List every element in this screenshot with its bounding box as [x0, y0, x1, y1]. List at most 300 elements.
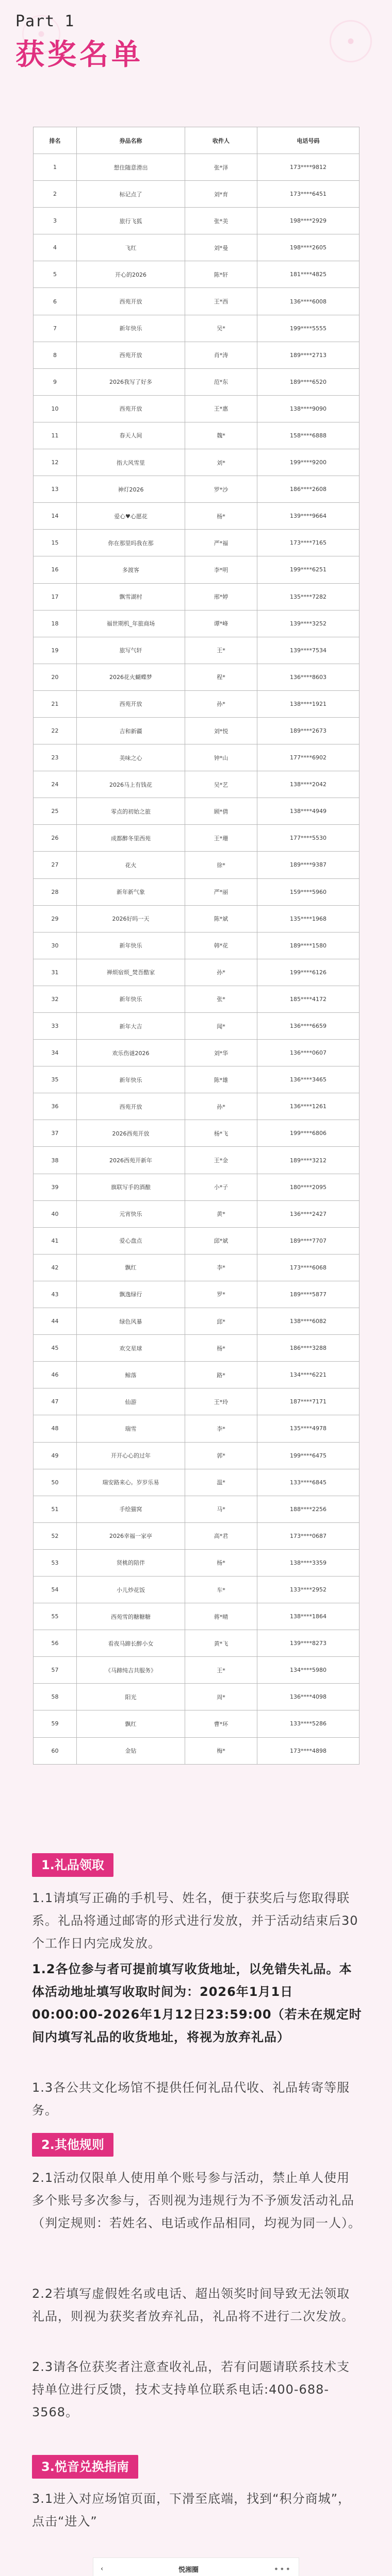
cell-phone: 198****2605 — [257, 234, 360, 261]
cell-work-name: 吉和新疆 — [77, 717, 185, 744]
cell-work-name: 美味之心 — [77, 744, 185, 771]
table-row — [34, 1576, 360, 1603]
cell-recipient: 韩*花 — [185, 932, 257, 959]
cell-rank: 2 — [34, 181, 77, 208]
cell-rank: 59 — [34, 1710, 77, 1737]
cell-rank: 43 — [34, 1281, 77, 1308]
table-row — [34, 342, 360, 368]
cell-recipient: 邢*婷 — [185, 583, 257, 610]
cell-work-name: 看夜马蹄长醉小女 — [77, 1630, 185, 1657]
cell-rank: 37 — [34, 1120, 77, 1147]
cell-work-name: 贤桃的陪伴 — [77, 1549, 185, 1576]
cell-recipient: 杨*飞 — [185, 1120, 257, 1147]
cell-phone: 158****6888 — [257, 422, 360, 449]
cell-recipient: 王*金 — [185, 1147, 257, 1174]
cell-phone: 187****7171 — [257, 1388, 360, 1415]
cell-phone: 136****3465 — [257, 1066, 360, 1093]
cell-rank: 31 — [34, 959, 77, 986]
cell-recipient: 周* — [185, 1684, 257, 1710]
cell-phone: 173****0687 — [257, 1522, 360, 1549]
cell-rank: 46 — [34, 1362, 77, 1388]
cell-phone: 173****6451 — [257, 181, 360, 208]
cell-recipient: 刘*华 — [185, 1040, 257, 1066]
cell-work-name: 西苑雪的糖糖糖 — [77, 1603, 185, 1630]
cell-rank: 57 — [34, 1657, 77, 1684]
cell-recipient: 顾*倩 — [185, 798, 257, 825]
cell-phone: 135****1968 — [257, 905, 360, 932]
cell-phone: 173****4898 — [257, 1737, 360, 1764]
cell-work-name: 绿色风暴 — [77, 1308, 185, 1335]
part1-label: Part 1 — [15, 12, 75, 30]
cell-work-name: 仙游 — [77, 1388, 185, 1415]
cell-recipient: 陈*雄 — [185, 1066, 257, 1093]
cell-work-name: 新年快乐 — [77, 1066, 185, 1093]
cell-recipient: 杨* — [185, 1335, 257, 1362]
cell-rank: 36 — [34, 1093, 77, 1120]
cell-recipient: 魏* — [185, 422, 257, 449]
cell-rank: 54 — [34, 1576, 77, 1603]
cell-rank: 51 — [34, 1496, 77, 1522]
table-row — [34, 422, 360, 449]
cell-phone: 186****3288 — [257, 1335, 360, 1362]
cell-recipient: 徐* — [185, 852, 257, 878]
cell-work-name: 飞红 — [77, 234, 185, 261]
cell-work-name: 春天人间 — [77, 422, 185, 449]
cell-phone: 139****7534 — [257, 637, 360, 664]
cell-recipient: 王* — [185, 1657, 257, 1684]
table-row — [34, 261, 360, 288]
cell-recipient: 刘*曼 — [185, 234, 257, 261]
cell-phone: 189****5877 — [257, 1281, 360, 1308]
table-row — [34, 986, 360, 1012]
cell-phone: 136****6008 — [257, 288, 360, 315]
cell-rank: 11 — [34, 422, 77, 449]
table-row — [34, 637, 360, 664]
cell-recipient: 肖*涛 — [185, 342, 257, 368]
cell-recipient: 钟*山 — [185, 744, 257, 771]
rules-paragraph-1: 2.1活动仅限单人使用单个账号参与活动，禁止单人使用多个账号多次参与，否则视为违规行为不予颁发活动礼品（判定规则：若姓名、电话或作品相同，均视为同一人）。 — [32, 2171, 361, 2230]
cell-phone: 189****3212 — [257, 1147, 360, 1174]
table-row — [34, 368, 360, 395]
cell-rank: 24 — [34, 771, 77, 798]
cell-rank: 5 — [34, 261, 77, 288]
cell-phone: 186****2608 — [257, 476, 360, 503]
cell-recipient: 严*福 — [185, 530, 257, 556]
cell-phone: 135****7282 — [257, 583, 360, 610]
table-row — [34, 744, 360, 771]
cell-recipient: 刘*悦 — [185, 717, 257, 744]
cell-phone: 177****6902 — [257, 744, 360, 771]
cell-phone: 136****8603 — [257, 664, 360, 690]
cell-rank: 22 — [34, 717, 77, 744]
table-row — [34, 1603, 360, 1630]
table-row — [34, 395, 360, 422]
cell-rank: 53 — [34, 1549, 77, 1576]
cell-recipient: 李* — [185, 1254, 257, 1281]
cell-recipient: 王* — [185, 637, 257, 664]
cell-recipient: 车* — [185, 1576, 257, 1603]
cell-phone: 189****6520 — [257, 368, 360, 395]
table-row — [34, 1496, 360, 1522]
cell-recipient: 孙* — [185, 1093, 257, 1120]
cell-phone: 139****3252 — [257, 610, 360, 637]
cell-phone: 199****6806 — [257, 1120, 360, 1147]
cell-recipient: 闻* — [185, 1013, 257, 1040]
cell-rank: 14 — [34, 503, 77, 530]
table-row — [34, 878, 360, 905]
cell-work-name: 瑞安路来心。岁岁乐易 — [77, 1469, 185, 1496]
cell-phone: 185****4172 — [257, 986, 360, 1012]
header-recipient: 收件人 — [185, 127, 257, 154]
cell-recipient: 范*东 — [185, 368, 257, 395]
cell-rank: 60 — [34, 1737, 77, 1764]
cell-work-name: 开开心心的过年 — [77, 1442, 185, 1469]
cell-rank: 16 — [34, 556, 77, 583]
cell-recipient: 黄* — [185, 1200, 257, 1227]
cell-work-name: 飘逸绿行 — [77, 1281, 185, 1308]
cell-work-name: 西苑开放 — [77, 342, 185, 368]
cell-recipient: 小*子 — [185, 1174, 257, 1200]
table-row — [34, 1147, 360, 1174]
cell-work-name: 新年快乐 — [77, 315, 185, 342]
cell-rank: 45 — [34, 1335, 77, 1362]
table-row — [34, 690, 360, 717]
table-row — [34, 959, 360, 986]
cell-recipient: 孙* — [185, 690, 257, 717]
cell-work-name: 飘红 — [77, 1254, 185, 1281]
cell-phone: 177****5530 — [257, 825, 360, 852]
cell-phone: 133****6845 — [257, 1469, 360, 1496]
cell-phone: 188****2256 — [257, 1496, 360, 1522]
cell-phone: 173****7165 — [257, 530, 360, 556]
cell-recipient: 马* — [185, 1496, 257, 1522]
cell-work-name: 2026西苑开放 — [77, 1120, 185, 1147]
cell-work-name: 《马蹄纯吉共服务》 — [77, 1657, 185, 1684]
cell-work-name: 西苑开放 — [77, 288, 185, 315]
table-row — [34, 1093, 360, 1120]
cell-recipient: 孙* — [185, 959, 257, 986]
cell-recipient: 路* — [185, 1362, 257, 1388]
table-row — [34, 798, 360, 825]
section-badge-redeem-guide: 3.悦音兑换指南 — [32, 2455, 138, 2479]
cell-rank: 12 — [34, 449, 77, 476]
cell-work-name: 鲸落 — [77, 1362, 185, 1388]
cell-phone: 199****6475 — [257, 1442, 360, 1469]
firework-decoration-right — [315, 5, 387, 77]
header-phone: 电话号码 — [257, 127, 360, 154]
cell-phone: 173****9812 — [257, 154, 360, 181]
cell-phone: 138****4949 — [257, 798, 360, 825]
cell-rank: 55 — [34, 1603, 77, 1630]
table-row — [34, 503, 360, 530]
table-row — [34, 1388, 360, 1415]
cell-rank: 3 — [34, 208, 77, 234]
cell-work-name: 瑞雪 — [77, 1415, 185, 1442]
cell-phone: 133****2952 — [257, 1576, 360, 1603]
cell-work-name: 飘雪湖村 — [77, 583, 185, 610]
cell-recipient: 张*泽 — [185, 154, 257, 181]
cell-recipient: 程* — [185, 664, 257, 690]
table-row — [34, 1040, 360, 1066]
cell-phone: 189****7707 — [257, 1227, 360, 1254]
redeem-paragraph-1: 3.1进入对应场馆页面，下滑至底端，找到“积分商城”，点击“进入” — [32, 2492, 351, 2529]
cell-rank: 33 — [34, 1013, 77, 1040]
cell-rank: 27 — [34, 852, 77, 878]
cell-recipient: 王*玲 — [185, 1388, 257, 1415]
cell-phone: 189****9387 — [257, 852, 360, 878]
cell-work-name: 2026马上有钱花 — [77, 771, 185, 798]
table-row — [34, 610, 360, 637]
cell-recipient: 张*美 — [185, 208, 257, 234]
cell-phone: 139****9664 — [257, 503, 360, 530]
cell-rank: 10 — [34, 395, 77, 422]
gift-claim-paragraph-2: 1.2各位参与者可提前填写收货地址，以免错失礼品。本体活动地址填写收取时间为：2026年1月1日00:00:00-2026年1月12日23:59:00（若未在规定时间内填写礼品的收货地址，将视为放弃礼品） — [32, 1962, 362, 2044]
cell-work-name: 想住随意滑出 — [77, 154, 185, 181]
cell-phone: 133****5286 — [257, 1710, 360, 1737]
cell-rank: 56 — [34, 1630, 77, 1657]
cell-work-name: 欢乐伤谜2026 — [77, 1040, 185, 1066]
cell-recipient: 刘* — [185, 449, 257, 476]
cell-work-name: 小儿炒花饭 — [77, 1576, 185, 1603]
table-row — [34, 717, 360, 744]
cell-work-name: 你在那里吗我在那 — [77, 530, 185, 556]
cell-recipient: 谭*峰 — [185, 610, 257, 637]
cell-work-name: 开心的2026 — [77, 261, 185, 288]
cell-recipient: 李*明 — [185, 556, 257, 583]
cell-work-name: 指大风雪里 — [77, 449, 185, 476]
cell-recipient: 罗* — [185, 1281, 257, 1308]
table-row — [34, 234, 360, 261]
cell-phone: 134****6221 — [257, 1362, 360, 1388]
table-row — [34, 556, 360, 583]
table-row — [34, 825, 360, 852]
cell-rank: 15 — [34, 530, 77, 556]
table-row — [34, 1013, 360, 1040]
cell-work-name: 旗联写手的酒酿 — [77, 1174, 185, 1200]
cell-phone: 199****9200 — [257, 449, 360, 476]
table-row — [34, 1415, 360, 1442]
cell-phone: 138****2042 — [257, 771, 360, 798]
cell-work-name: 旅写气轩 — [77, 637, 185, 664]
cell-phone: 138****1864 — [257, 1603, 360, 1630]
table-header-row — [34, 127, 360, 154]
cell-rank: 49 — [34, 1442, 77, 1469]
table-row — [34, 181, 360, 208]
cell-rank: 6 — [34, 288, 77, 315]
cell-work-name: 成都醉冬里西苑 — [77, 825, 185, 852]
cell-recipient: 张* — [185, 986, 257, 1012]
cell-work-name: 2026西苑开新年 — [77, 1147, 185, 1174]
table-row — [34, 1549, 360, 1576]
cell-phone: 136****1261 — [257, 1093, 360, 1120]
table-row — [34, 288, 360, 315]
cell-work-name: 新年新气象 — [77, 878, 185, 905]
cell-rank: 50 — [34, 1469, 77, 1496]
cell-phone: 199****6126 — [257, 959, 360, 986]
cell-phone: 138****6082 — [257, 1308, 360, 1335]
table-row — [34, 1200, 360, 1227]
back-arrow-icon: ‹ — [101, 2565, 104, 2573]
cell-rank: 4 — [34, 234, 77, 261]
cell-recipient: 梅* — [185, 1737, 257, 1764]
cell-phone: 138****9090 — [257, 395, 360, 422]
cell-rank: 39 — [34, 1174, 77, 1200]
gift-claim-paragraph-1: 1.1请填写正确的手机号、姓名，便于获奖后与您取得联系。礼品将通过邮寄的形式进行发放，并于活动结束后30个工作日内完成发放。 — [32, 1891, 358, 1951]
table-row — [34, 771, 360, 798]
table-row — [34, 476, 360, 503]
cell-recipient: 罗*沙 — [185, 476, 257, 503]
cell-work-name: 零点的初始之旅 — [77, 798, 185, 825]
table-row — [34, 852, 360, 878]
table-row — [34, 315, 360, 342]
cell-phone: 136****4098 — [257, 1684, 360, 1710]
cell-work-name: 西苑开放 — [77, 395, 185, 422]
section-badge-other-rules: 2.其他规则 — [32, 2133, 113, 2157]
cell-work-name: 2026幸福一家亭 — [77, 1522, 185, 1549]
cell-rank: 25 — [34, 798, 77, 825]
more-dots-icon: ••• — [273, 2564, 291, 2574]
phone-title: 悦湘圈 — [178, 2566, 199, 2574]
cell-recipient: 王*珊 — [185, 825, 257, 852]
cell-work-name: 2026好吗一天 — [77, 905, 185, 932]
cell-phone: 173****6068 — [257, 1254, 360, 1281]
cell-work-name: 花火 — [77, 852, 185, 878]
cell-rank: 40 — [34, 1200, 77, 1227]
cell-work-name: 神灯2026 — [77, 476, 185, 503]
cell-rank: 32 — [34, 986, 77, 1012]
header-rank: 排名 — [34, 127, 77, 154]
cell-work-name: 新年快乐 — [77, 932, 185, 959]
table-row — [34, 583, 360, 610]
cell-work-name: 新年快乐 — [77, 986, 185, 1012]
cell-recipient: 吴*艺 — [185, 771, 257, 798]
cell-phone: 189****2673 — [257, 717, 360, 744]
table-row — [34, 1710, 360, 1737]
cell-work-name: 西苑开放 — [77, 690, 185, 717]
gift-claim-paragraph-3: 1.3各公共文化场馆不提供任何礼品代收、礼品转寄等服务。 — [32, 2080, 350, 2117]
cell-rank: 26 — [34, 825, 77, 852]
table-row — [34, 208, 360, 234]
winners-table — [33, 127, 360, 1765]
cell-rank: 42 — [34, 1254, 77, 1281]
cell-phone: 189****1580 — [257, 932, 360, 959]
cell-rank: 29 — [34, 905, 77, 932]
cell-work-name: 金钻 — [77, 1737, 185, 1764]
table-row — [34, 1737, 360, 1764]
cell-phone: 181****4825 — [257, 261, 360, 288]
cell-recipient: 蒋*晴 — [185, 1603, 257, 1630]
cell-recipient: 李* — [185, 1415, 257, 1442]
cell-phone: 138****3359 — [257, 1549, 360, 1576]
cell-rank: 19 — [34, 637, 77, 664]
table-row — [34, 1657, 360, 1684]
cell-rank: 21 — [34, 690, 77, 717]
cell-rank: 38 — [34, 1147, 77, 1174]
table-row — [34, 1120, 360, 1147]
cell-rank: 34 — [34, 1040, 77, 1066]
table-row — [34, 664, 360, 690]
cell-phone: 136****0607 — [257, 1040, 360, 1066]
cell-phone: 134****5980 — [257, 1657, 360, 1684]
cell-phone: 136****6659 — [257, 1013, 360, 1040]
cell-work-name: 旅行飞狐 — [77, 208, 185, 234]
cell-phone: 199****6251 — [257, 556, 360, 583]
cell-recipient: 高*君 — [185, 1522, 257, 1549]
table-row — [34, 1066, 360, 1093]
part1-title: 获奖名单 — [15, 38, 143, 72]
cell-rank: 44 — [34, 1308, 77, 1335]
cell-work-name: 2026我写了好多 — [77, 368, 185, 395]
cell-recipient: 严*丽 — [185, 878, 257, 905]
cell-rank: 35 — [34, 1066, 77, 1093]
cell-phone: 136****2427 — [257, 1200, 360, 1227]
cell-recipient: 刘*育 — [185, 181, 257, 208]
cell-recipient: 郭* — [185, 1442, 257, 1469]
cell-rank: 8 — [34, 342, 77, 368]
cell-rank: 7 — [34, 315, 77, 342]
cell-recipient: 陈*斌 — [185, 905, 257, 932]
cell-work-name: 新年大吉 — [77, 1013, 185, 1040]
cell-rank: 13 — [34, 476, 77, 503]
table-row — [34, 1362, 360, 1388]
table-row — [34, 932, 360, 959]
cell-rank: 28 — [34, 878, 77, 905]
cell-phone: 139****8273 — [257, 1630, 360, 1657]
cell-work-name: 飘红 — [77, 1710, 185, 1737]
cell-phone: 138****1921 — [257, 690, 360, 717]
cell-recipient: 杨* — [185, 503, 257, 530]
phone-screenshot-venue-page — [93, 2557, 299, 2576]
cell-work-name: 多渡客 — [77, 556, 185, 583]
cell-recipient: 邱* — [185, 1308, 257, 1335]
cell-rank: 41 — [34, 1227, 77, 1254]
cell-work-name: 欢交星球 — [77, 1335, 185, 1362]
cell-work-name: 标记点了 — [77, 181, 185, 208]
cell-work-name: 2026花火蝴蝶梦 — [77, 664, 185, 690]
cell-rank: 58 — [34, 1684, 77, 1710]
phone-title-bar — [93, 2558, 299, 2576]
cell-rank: 9 — [34, 368, 77, 395]
table-row — [34, 1174, 360, 1200]
cell-phone: 180****2095 — [257, 1174, 360, 1200]
cell-phone: 159****5960 — [257, 878, 360, 905]
cell-phone: 198****2929 — [257, 208, 360, 234]
cell-recipient: 黄*飞 — [185, 1630, 257, 1657]
cell-rank: 48 — [34, 1415, 77, 1442]
cell-work-name: 爱心盘点 — [77, 1227, 185, 1254]
cell-recipient: 杨* — [185, 1549, 257, 1576]
cell-phone: 189****2713 — [257, 342, 360, 368]
cell-recipient: 邱*斌 — [185, 1227, 257, 1254]
cell-rank: 1 — [34, 154, 77, 181]
cell-phone: 135****4978 — [257, 1415, 360, 1442]
cell-work-name: 阳光 — [77, 1684, 185, 1710]
cell-recipient: 曹*环 — [185, 1710, 257, 1737]
cell-work-name: 禅烦宿烦_焚吾酷家 — [77, 959, 185, 986]
cell-work-name: 西苑开放 — [77, 1093, 185, 1120]
table-row — [34, 905, 360, 932]
cell-phone: 199****5555 — [257, 315, 360, 342]
table-row — [34, 1281, 360, 1308]
table-row — [34, 1335, 360, 1362]
section-badge-gift-claim: 1.礼品领取 — [32, 1853, 113, 1877]
table-row — [34, 154, 360, 181]
cell-recipient: 陈*轩 — [185, 261, 257, 288]
cell-rank: 20 — [34, 664, 77, 690]
cell-rank: 47 — [34, 1388, 77, 1415]
table-row — [34, 1630, 360, 1657]
cell-work-name: 爱心♥心愿花 — [77, 503, 185, 530]
